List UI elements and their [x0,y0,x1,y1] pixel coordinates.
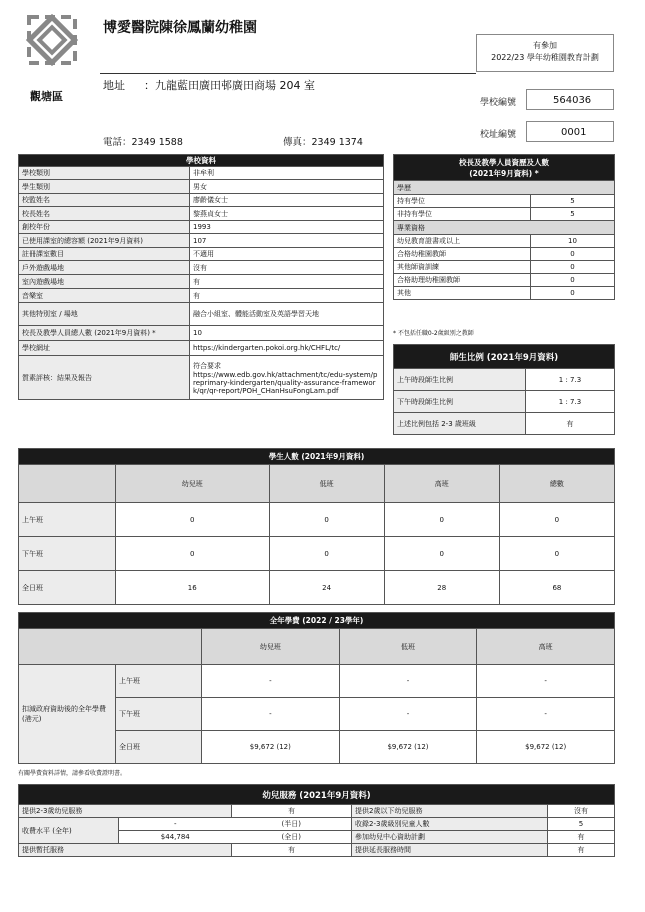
school-info-value: 不適用 [190,248,384,261]
school-info-label: 學校類別 [19,167,190,180]
students-cell: 0 [384,503,499,537]
fees-col-header: 低班 [339,629,477,665]
school-info-value: 10 [190,326,384,341]
staff-label: 幼兒教育證書或以上 [394,235,531,248]
staff-value: 0 [531,261,615,274]
cc-r1-right-label: 提供2歲以下幼兒服務 [352,805,548,818]
fees-cell: - [339,665,477,698]
cc-r4-left-value: 有 [232,844,352,857]
school-info-row [19,275,384,289]
staff-row [394,195,615,208]
staff-value: 5 [531,208,615,221]
school-info-value: 107 [190,234,384,248]
staff-row [394,235,615,248]
school-info-label: 其他特別室 / 場地 [19,303,190,326]
header-rule [100,73,476,74]
staff-table [393,154,615,300]
staff-value: 0 [531,248,615,261]
cc-r1-right-value: 沒有 [548,805,615,818]
staff-title: 校長及教學人員資歷及人數 [459,157,549,167]
ratio-label: 上午時段師生比例 [394,369,526,391]
school-info-value: 非牟利 [190,167,384,180]
school-info-value: 黎燕貞女士 [190,207,384,221]
cc-r3-right-label: 參加幼兒中心資助計劃 [352,831,548,844]
school-info-title: 學校資料 [19,155,384,167]
students-cell: 0 [269,503,384,537]
ratio-value: 有 [526,413,615,435]
staff-value: 10 [531,235,615,248]
fees-row-label: 下午班 [116,698,202,731]
ratio-label: 下午時段師生比例 [394,391,526,413]
cc-fee-full-value: $44,784 [119,831,232,844]
students-row-label: 下午班 [19,537,116,571]
fees-note: 有關學費資料詳情，請參看收費證明書。 [18,770,127,777]
school-info-value: 男女 [190,180,384,194]
staff-row [394,261,615,274]
students-row-label: 上午班 [19,503,116,537]
staff-subtitle: (2021年9月資料) * [469,168,539,178]
staff-label: 其他師資訓練 [394,261,531,274]
staff-row [394,248,615,261]
staff-value: 0 [531,274,615,287]
school-info-value: 有 [190,289,384,303]
school-no-value: 564036 [526,89,614,110]
staff-label: 其他 [394,287,531,300]
school-no-label: 學校編號 [480,98,517,108]
school-info-label: 音樂室 [19,289,190,303]
ratio-value: 1 : 7.3 [526,391,615,413]
students-row-label: 全日班 [19,571,116,605]
childcare-table [18,784,615,857]
staff-value: 5 [531,195,615,208]
students-row [19,503,615,537]
fees-title: 全年學費 (2022 / 23學年) [19,613,615,629]
fees-header-row [19,629,615,665]
staff-label: 持有學位 [394,195,531,208]
school-info-label: 註冊課室數目 [19,248,190,261]
scheme-line1: 有參加 [533,41,557,50]
staff-label: 非持有學位 [394,208,531,221]
school-info-value: 符合要求 https://www.edb.gov.hk/attachment/tc/edu-system/preprimary-kindergarten/quality-assurance-framework/qr/qr-report/POH_CHanHsuFongLam.pdf [190,356,384,400]
school-info-value: 1993 [190,221,384,234]
staff-label: 合格助理幼稚園教師 [394,274,531,287]
ratio-row [394,369,615,391]
staff-row [394,208,615,221]
fees-cell: - [339,698,477,731]
school-info-row [19,341,384,356]
phone: 電話：2349 1588 [103,137,183,148]
fees-cell: - [477,665,615,698]
school-info-row [19,261,384,275]
fees-cell: $9,672 (12) [202,731,340,764]
staff-professional-header: 專業資格 [394,221,615,235]
staff-academic-header: 學歷 [394,181,615,195]
school-info-label: 校長及教學人員總人數 (2021年9月資料) * [19,326,190,341]
fees-table [18,612,615,764]
fees-row [19,665,615,698]
students-col-header: 總數 [499,465,614,503]
campus-no-label: 校址編號 [480,130,517,140]
school-info-row [19,356,384,400]
ratio-value: 1 : 7.3 [526,369,615,391]
cc-fee-half-value: - [119,818,232,831]
address-label: 地址 [103,79,125,92]
school-info-table [18,154,384,400]
school-info-label: 已使用課室的總容額 (2021年9月資料) [19,234,190,248]
school-info-label: 戶外遊戲場地 [19,261,190,275]
fees-cell: - [477,698,615,731]
students-title: 學生人數 (2021年9月資料) [19,449,615,465]
school-info-row [19,221,384,234]
school-info-row [19,248,384,261]
school-info-row [19,303,384,326]
school-info-row [19,207,384,221]
school-info-value: 廖齡儀女士 [190,194,384,207]
school-info-value: 沒有 [190,261,384,275]
fees-cell: $9,672 (12) [339,731,477,764]
fees-col-header: 高班 [477,629,615,665]
school-info-label: 學生類別 [19,180,190,194]
school-info-value: 融合小組室、體能活動室及英語學習天地 [190,303,384,326]
ratio-row [394,413,615,435]
staff-value: 0 [531,287,615,300]
cc-r2-right-label: 收錄2-3歲級別兒童人數 [352,818,548,831]
cc-fee-label: 收費水平 (全年) [19,818,119,844]
students-cell: 0 [116,537,270,571]
ratio-title: 師生比例 (2021年9月資料) [394,345,615,369]
staff-row [394,274,615,287]
students-cell: 68 [499,571,614,605]
students-cell: 0 [499,503,614,537]
ratio-label: 上述比例包括 2-3 歲班級 [394,413,526,435]
ratio-row [394,391,615,413]
cc-r4-left-label: 提供暫托服務 [19,844,232,857]
fees-row-label: 全日班 [116,731,202,764]
students-col-header: 高班 [384,465,499,503]
cc-r1-left-value: 有 [232,805,352,818]
students-col-header: 幼兒班 [116,465,270,503]
students-cell: 28 [384,571,499,605]
students-cell: 0 [116,503,270,537]
scheme-box [476,34,614,72]
staff-footnote: * 不包括任職0-2歲級別之教師 [393,330,474,337]
fees-col-header: 幼兒班 [202,629,340,665]
school-logo [26,14,78,66]
school-info-row [19,194,384,207]
cc-r1-left-label: 提供2-3歲幼兒服務 [19,805,232,818]
school-info-label: 質素評核：結果及報告 [19,356,190,400]
fees-group-label: 扣減政府資助後的全年學費 (港元) [19,665,116,764]
scheme-line2: 2022/23 學年幼稚園教育計劃 [491,52,599,62]
childcare-title: 幼兒服務 (2021年9月資料) [19,785,615,805]
district-label: 觀塘區 [30,90,63,103]
school-info-row [19,234,384,248]
fees-cell: - [202,698,340,731]
school-info-label: 校長姓名 [19,207,190,221]
cc-r2-right-value: 5 [548,818,615,831]
students-cell: 16 [116,571,270,605]
fees-cell: - [202,665,340,698]
students-col-header: 低班 [269,465,384,503]
address-value: ：九龍藍田廣田邨廣田商場 204 室 [144,79,315,92]
cc-r3-right-value: 有 [548,831,615,844]
students-table [18,448,615,605]
school-info-value: https://kindergarten.pokoi.org.hk/CHFL/tc/ [190,341,384,356]
ratio-table [393,344,615,435]
students-row [19,537,615,571]
cc-r4-right-value: 有 [548,844,615,857]
school-info-row [19,167,384,180]
students-cell: 0 [384,537,499,571]
students-cell: 24 [269,571,384,605]
students-row [19,571,615,605]
fees-row-label: 上午班 [116,665,202,698]
school-info-row [19,180,384,194]
staff-row [394,287,615,300]
cc-fee-full-unit: (全日) [232,831,352,844]
campus-no-value: 0001 [526,121,614,142]
school-info-label: 校監姓名 [19,194,190,207]
school-info-label: 創校年份 [19,221,190,234]
school-info-row [19,289,384,303]
fax: 傳真：2349 1374 [283,137,363,148]
staff-label: 合格幼稚園教師 [394,248,531,261]
school-name: 博愛醫院陳徐鳳蘭幼稚園 [103,20,257,36]
school-info-row [19,326,384,341]
school-info-value: 有 [190,275,384,289]
students-cell: 0 [269,537,384,571]
students-cell: 0 [499,537,614,571]
fees-cell: $9,672 (12) [477,731,615,764]
school-info-label: 室內遊戲場地 [19,275,190,289]
cc-fee-half-unit: (半日) [232,818,352,831]
school-info-label: 學校網址 [19,341,190,356]
cc-r4-right-label: 提供延長服務時間 [352,844,548,857]
